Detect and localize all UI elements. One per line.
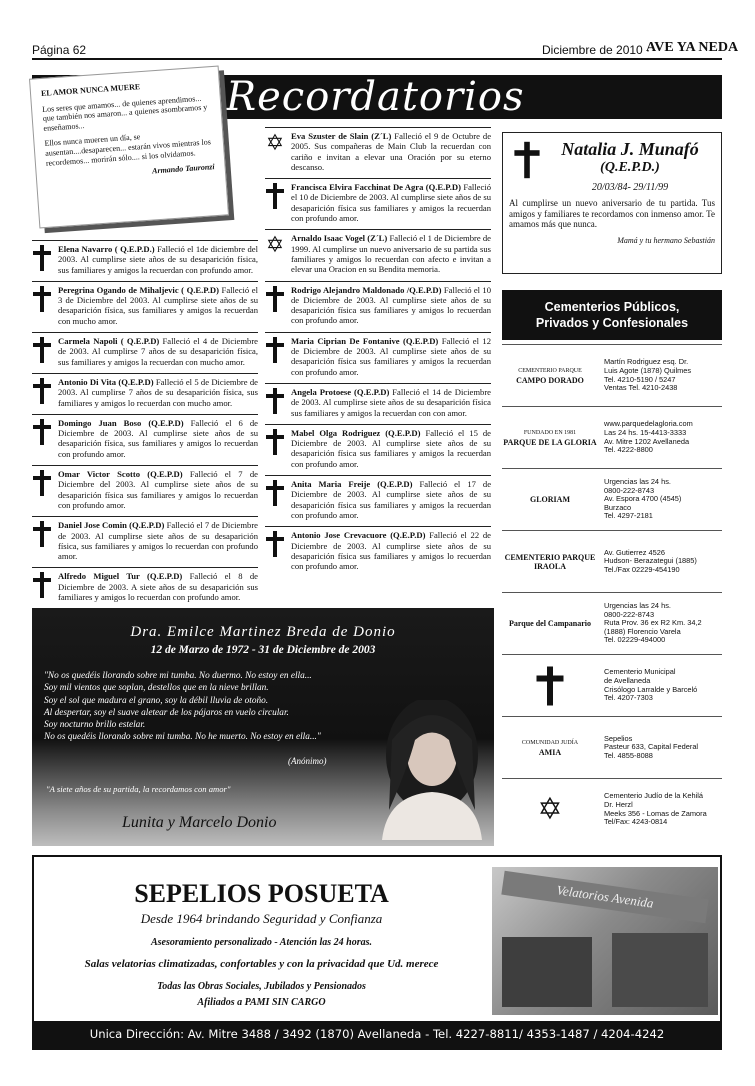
- obituary-name: Alfredo Miguel Tur (Q.E.P.D): [58, 571, 183, 582]
- obituary-entry: [265, 383, 491, 420]
- cemetery-info: [598, 478, 681, 521]
- cemetery-info-line: Meeks 356 - Lomas de Zamora: [604, 808, 707, 818]
- donio-name: Dra. Emilce Martinez Breda de Donio: [130, 624, 396, 640]
- cemetery-logo-text: GLORIAM: [530, 495, 570, 504]
- cemetery-info-line: Cementerio Judío de la Kehilá: [604, 791, 704, 801]
- cemetery-info-line: Pasteur 633, Capital Federal: [604, 742, 699, 752]
- obituary-entry: [32, 240, 258, 277]
- obituary-text: [291, 387, 491, 418]
- cemetery-info-line: Tel. 4207-7303: [604, 693, 653, 703]
- obituary-entry: [32, 414, 258, 461]
- bell-tower-icon: [502, 619, 598, 628]
- poem-line: Soy mil vientos que soplan, destellos que en la nieve brillan.: [44, 683, 269, 694]
- cemetery-info: [598, 420, 693, 454]
- obituary-entry: [265, 332, 491, 379]
- obituary-name: Rodrigo Alejandro Maldonado /Q.E.P.D): [291, 284, 442, 295]
- obituary-text: [58, 285, 258, 326]
- obituary-name: Eva Szuster de Slain (Z´L): [291, 131, 392, 141]
- photo-sign: Velatorios Avenida: [501, 871, 708, 923]
- posueta-advertisement: [32, 855, 722, 1050]
- amia-logo: [502, 739, 598, 757]
- cemetery-info: [598, 549, 697, 575]
- ad-address: Unica Dirección: Av. Mitre 3488 / 3492 (1870) Avellaneda - Tel. 4227-8811/ 4353-1487 / 4204-4242: [34, 1021, 720, 1048]
- obituary-body: Falleció el 1 de Diciembre de 1999. Al cumplirse un nuevo aniversario de su partida sus familiares y amigos lo recuerdan con afecto e invitan a elevar una Oracion en su Bendita memoria.: [291, 233, 491, 275]
- cemetery-info-line: Tel. 4855-8088: [604, 750, 653, 760]
- cross-icon: [265, 480, 285, 506]
- donio-poem: [44, 670, 374, 744]
- poem-line: Al despertar, soy el suave aletear de los pájaros en vuelo circular.: [44, 707, 289, 718]
- cross-icon: [265, 183, 285, 209]
- obituary-body: Falleció el 5 de Diciembre de 2003. Al cumplirse 7 años de su desaparición física, sus familiares y amigos lo recuerdan con mucho amor.: [58, 376, 258, 408]
- obituary-text: [58, 336, 258, 367]
- star-of-david-icon: ✡: [265, 232, 285, 258]
- obituary-name: Francisca Elvira Facchinat De Agra (Q.E.P.D): [291, 182, 461, 193]
- obituary-entry: [265, 178, 491, 225]
- obituary-name: Omar Victor Scotto (Q.E.P.D): [58, 469, 183, 480]
- cross-icon: [32, 337, 52, 363]
- cemetery-row: [502, 406, 722, 468]
- cemetery-row: [502, 344, 722, 406]
- poem-line: No os quedéis llorando sobre mi tumba. No he muerto. No estoy en ella...": [44, 732, 321, 743]
- obituary-body: Falleció el 7 de Diciembre del 2003. Al cumplirse siete años de su desaparición física sus familiares y amigos lo recuerdan con profundo amor.: [58, 469, 258, 510]
- funeral-home-photo: [492, 867, 718, 1015]
- poem-line: Soy nocturno brillo estelar.: [44, 720, 146, 731]
- poem-author: Armando Tauronzi: [151, 162, 215, 176]
- obituary-entry: [32, 516, 258, 563]
- cemeteries-title-2: Privados y Confesionales: [535, 316, 689, 330]
- cemetery-info-line: de Avellaneda: [604, 675, 651, 685]
- obituary-text: [291, 336, 491, 377]
- cemeteries-title-1: Cementerios Públicos,: [544, 300, 680, 314]
- poem-stanza-2: Ellos nunca mueren un día, se ausentan....desaparecen... estarán vivos mientras los recordemos... morirán sólo.... si los olvidamos.: [44, 132, 212, 168]
- obituary-name: Maria Ciprian De Fontanive (Q.E.P.D): [291, 335, 439, 346]
- cemetery-info-line: Urgencias las 24 hs.: [604, 601, 671, 611]
- brand-logo: AVE YA NEDA: [646, 40, 739, 55]
- cemetery-info-line: Urgencias las 24 hs.: [604, 477, 671, 487]
- obituary-entry: [265, 424, 491, 471]
- page-number: Página 62: [32, 43, 87, 57]
- obituary-body: Falleció el 15 de Diciembre de 2003. Al cumplirse siete años de su desaparición física sus familiares y amigos la recuerdan con profundo amor.: [291, 427, 491, 469]
- cemetery-info: [598, 668, 697, 702]
- cemetery-logo-text: CEMENTERIO PARQUE IRAOLA: [504, 552, 596, 571]
- poem-stanza-1: Los seres que amamos... de quienes aprendimos... que también nos amaron... a quienes asombramos y enseñamos...: [41, 93, 208, 133]
- cemetery-info: [598, 792, 707, 826]
- obituary-text: [58, 418, 258, 459]
- obituary-name: Elena Navarro ( Q.E.P.D.): [58, 244, 155, 254]
- section-title: Recordatorios: [226, 74, 525, 120]
- cemetery-info-line: Las 24 hs. 15-4413-3333: [604, 427, 687, 437]
- portrait-photo: [377, 700, 487, 840]
- cross-icon: [513, 142, 541, 178]
- cemetery-logo-text: CAMPO DORADO: [516, 375, 584, 385]
- cross-icon: [32, 470, 52, 496]
- obituary-entry: [265, 526, 491, 573]
- obituaries-column-left: [32, 240, 258, 608]
- obituary-text: [58, 244, 258, 275]
- cemetery-info-line: 0800-222-8743: [604, 609, 655, 619]
- star-of-david-icon: ✡: [265, 130, 285, 155]
- cemetery-info-line: Av. Mitre 1202 Avellaneda: [604, 436, 690, 446]
- cross-icon: [265, 531, 285, 557]
- church-icon: [502, 429, 598, 447]
- ad-line-1: Asesoramiento personalizado - Atención las 24 horas.: [150, 937, 373, 948]
- cemetery-logo-text: PARQUE DE LA GLORIA: [503, 437, 597, 447]
- cemeteries-list: [502, 344, 722, 840]
- obituary-entry: [265, 281, 491, 328]
- obituary-name: Antonio Jose Crevacuore (Q.E.P.D): [291, 530, 426, 541]
- poem-heading: EL AMOR NUNCA MUERE: [40, 82, 141, 98]
- cemetery-info-line: Dr. Herzl: [604, 799, 633, 809]
- donio-quote: "A siete años de su partida, la recordamos con amor": [46, 784, 231, 794]
- poem-card: [29, 66, 229, 229]
- star-of-david-icon: ✡: [537, 792, 563, 826]
- cemetery-info-line: Tel. 4297-2181: [604, 511, 653, 521]
- cemetery-info-line: Tel/Fax: 4243-0814: [604, 817, 668, 827]
- obituary-text: [291, 131, 491, 172]
- munafo-notice: [502, 132, 722, 274]
- cemetery-info-line: Burzaco: [604, 502, 632, 512]
- poem-line: "No os quedéis llorando sobre mi tumba. No duermo. No estoy en ella...: [44, 671, 312, 681]
- munafo-text: Al cumplirse un nuevo aniversario de tu partida. Tus amigos y familiares te recordamos con inmenso amor. Te amamos más que nunca.: [509, 198, 715, 229]
- cross-icon: [265, 388, 285, 414]
- cemetery-info-line: (1888) Florencio Varela: [604, 626, 681, 636]
- obituary-name: Angela Protoese (Q.E.P.D): [291, 386, 390, 397]
- cross-icon: [265, 337, 285, 363]
- munafo-dates: 20/03/84- 29/11/99: [591, 182, 669, 193]
- obituary-body: Falleció el 7 de Diciembre de 2003. Al cumplirse siete años de su desaparición física, sus familiares y amigos lo recuerdan con profundo amor.: [58, 520, 258, 562]
- cemetery-info-line: Av. Gutierrez 4526: [604, 547, 665, 557]
- cross-icon: [32, 572, 52, 598]
- cemetery-info-line: Av. Espora 4700 (4545): [604, 494, 682, 504]
- cemetery-info-line: www.parquedelagloria.com: [604, 419, 693, 429]
- obituary-text: [291, 233, 491, 274]
- obituary-body: Falleció el 17 de Diciembre de 2003. Al cumplirse siete años de su desaparición física sus familiares y amigos la recuerdan con profundo amor.: [291, 479, 492, 520]
- obituary-body: Falleció el 10 de Diciembre de 2003. Al cumplirse siete años de su desaparición física sus familiares y amigos lo recuerdan con profundo amor.: [291, 284, 491, 326]
- cemetery-row: [502, 468, 722, 530]
- obituary-entry: [32, 465, 258, 512]
- cross-icon: [32, 521, 52, 547]
- obituary-text: [58, 520, 258, 561]
- cross-icon: [265, 429, 285, 455]
- cemetery-info: [598, 358, 691, 392]
- obituary-name: Mabel Olga Rodriguez (Q.E.P.D): [291, 427, 421, 438]
- cemetery-row: [502, 778, 722, 840]
- obituary-name: Carmela Napoli ( Q.E.P.D): [58, 336, 160, 347]
- cross-icon: [502, 673, 598, 699]
- header-rule: [32, 58, 722, 60]
- obituary-text: [291, 285, 491, 326]
- cemetery-logo-text: Parque del Campanario: [508, 619, 592, 628]
- obituary-body: Falleció el 10 de Diciembre de 2003. Al cumplirse siete años de su desaparición física sus familiares y amigos la recuerdan con profundo amor.: [291, 182, 491, 224]
- poem-line: Soy el sol que madura el grano, soy la débil lluvia de otoño.: [44, 695, 269, 706]
- ad-line-3: Todas las Obras Sociales, Jubilados y Pensionados: [157, 981, 366, 992]
- obituary-body: Falleció el 9 de Octubre de 2005. Sus compañeras de Main Club la recuerdan con cariño e invitan a elevar una Oración por su eterno descanso.: [291, 131, 492, 172]
- cemetery-info-line: Crisólogo Larralde y Barceló: [604, 684, 698, 694]
- obituary-body: Falleció el 6 de Diciembre de 2003. Al cumplirse siete años de su desaparición física, sus familiares y amigos lo recuerdan con profundo amor.: [58, 417, 258, 459]
- cemetery-row: [502, 654, 722, 716]
- obituary-name: Arnaldo Isaac Vogel (Z´L): [291, 233, 388, 244]
- ad-title: SEPELIOS POSUETA: [134, 879, 389, 908]
- munafo-qepd: (Q.E.P.D.): [600, 160, 660, 175]
- cemetery-info-line: Ventas Tel. 4210-2438: [604, 383, 678, 393]
- donio-anonymous: (Anónimo): [288, 756, 327, 766]
- iraola-logo: [502, 553, 598, 571]
- obituary-body: Falleció el 4 de Diciembre de 2003. Al cumplirse 7 años de su desaparición física, sus familiares y amigos la recuerdan con mucho amor.: [58, 336, 258, 367]
- ad-line-2: Salas velatorias climatizadas, confortables y con la privacidad que Ud. merece: [84, 958, 439, 970]
- donio-signature: Lunita y Marcelo Donio: [122, 814, 277, 831]
- obituary-body: Falleció el 1de diciembre del 2003. Al cumplirse siete años de su desaparición física, sus familiares y amigos la recuerdan con profundo amor.: [58, 244, 258, 275]
- obituary-entry: [32, 281, 258, 328]
- cemetery-info-line: Tel. 4210-5190 / 5247: [604, 374, 676, 384]
- cemetery-info-line: Ruta Prov. 36 ex R2 Km. 34,2: [604, 618, 702, 628]
- ad-subtitle: Desde 1964 brindando Seguridad y Confianza: [140, 911, 383, 926]
- obituary-text: [291, 479, 491, 520]
- cemeteries-header: [502, 290, 722, 340]
- gloriam-logo: [502, 495, 598, 504]
- ad-line-4: Afiliados a PAMI SIN CARGO: [197, 997, 326, 1008]
- cross-icon: [32, 419, 52, 445]
- donio-dates: 12 de Marzo de 1972 - 31 de Diciembre de 2003: [150, 644, 376, 656]
- cemetery-logo-subtext: FUNDADO EN 1981: [523, 429, 577, 436]
- obituary-body: Falleció el 22 de Diciembre de 2003. Al cumplirse siete años de su desaparición física sus familiares y amigos lo recuerdan con profundo amor.: [291, 530, 491, 572]
- cemetery-logo-subtext: COMUNIDAD JUDÍA: [521, 739, 579, 746]
- obituary-body: Falleció el 12 de Diciembre de 2003. Al cumplirse siete años de su desaparición física sus familiares y amigos la recuerdan con profundo amor.: [291, 335, 491, 377]
- cemetery-info-line: Tel. 4222-8800: [604, 445, 653, 455]
- photo-entrance: [612, 933, 708, 1007]
- photo-window: [502, 937, 592, 1007]
- cemetery-info-line: Martín Rodriguez esq. Dr.: [604, 357, 689, 367]
- obituary-name: Domingo Juan Boso (Q.E.P.D): [58, 417, 184, 428]
- obituary-entry: [265, 229, 491, 276]
- obituary-text: [291, 182, 491, 223]
- obituaries-column-middle: [265, 127, 491, 577]
- obituary-text: [58, 469, 258, 510]
- obituary-entry: [32, 373, 258, 410]
- cross-icon: [265, 286, 285, 312]
- cemetery-info: [598, 602, 702, 645]
- obituary-name: Peregrina Ogando de Mihaljevic ( Q.E.P.D): [58, 284, 219, 295]
- obituary-text: [291, 530, 491, 571]
- cemetery-info-line: Hudson- Berazategui (1885): [604, 556, 697, 566]
- obituary-name: Anita Maria Freije (Q.E.P.D): [291, 479, 413, 490]
- issue-date: Diciembre de 2010 ·: [542, 43, 651, 57]
- obituary-text: [291, 428, 491, 469]
- cemetery-logo-subtext: CEMENTERIO PARQUE: [518, 367, 582, 374]
- obituary-name: Antonio Di Vita (Q.E.P.D): [58, 376, 154, 387]
- munafo-signature: Mamá y tu hermano Sebastián: [617, 235, 715, 245]
- cemetery-info-line: Sepelios: [604, 733, 633, 743]
- obituary-entry: [265, 475, 491, 522]
- cemetery-info-line: Tel. 02229-494000: [604, 635, 666, 645]
- cemetery-info-line: Luis Agote (1878) Quilmes: [604, 365, 692, 375]
- obituary-body: Falleció el 8 de Diciembre de 2003. A siete años de su desaparición sus familiares y amigos lo recuerdan con profundo amor.: [58, 571, 258, 603]
- obituary-entry: [265, 127, 491, 174]
- obituary-text: [58, 377, 258, 408]
- donio-memorial: [32, 608, 494, 846]
- cemetery-row: [502, 716, 722, 778]
- obituary-entry: [32, 567, 258, 604]
- obituary-body: Falleció el 3 de Diciembre del 2003. Al cumplirse siete años de su desaparición física, sus familiares y amigos la recuerdan con mucho amor.: [58, 284, 258, 326]
- cemetery-info: [598, 735, 698, 761]
- windmill-icon: [502, 367, 598, 385]
- cemetery-info-line: Cementerio Municipal: [604, 667, 676, 677]
- cemetery-row: [502, 592, 722, 654]
- obituary-text: [58, 571, 258, 602]
- cemetery-logo-text: AMIA: [538, 747, 562, 757]
- obituary-name: Daniel Jose Comin (Q.E.P.D): [58, 520, 165, 531]
- cross-icon: [32, 245, 52, 271]
- obituary-entry: [32, 332, 258, 369]
- cross-icon: [32, 286, 52, 312]
- cemetery-info-line: Tel./Fax 02229-454190: [604, 564, 680, 574]
- munafo-name: Natalia J. Munafó: [561, 139, 699, 159]
- cemetery-info-line: 0800-222-8743: [604, 485, 655, 495]
- obituary-body: Falleció el 14 de Diciembre de 2003. Al cumplirse siete años de su desaparición física sus familiares y amigos la recuerdan con con amor.: [291, 386, 491, 418]
- cross-icon: [32, 378, 52, 404]
- cemetery-row: [502, 530, 722, 592]
